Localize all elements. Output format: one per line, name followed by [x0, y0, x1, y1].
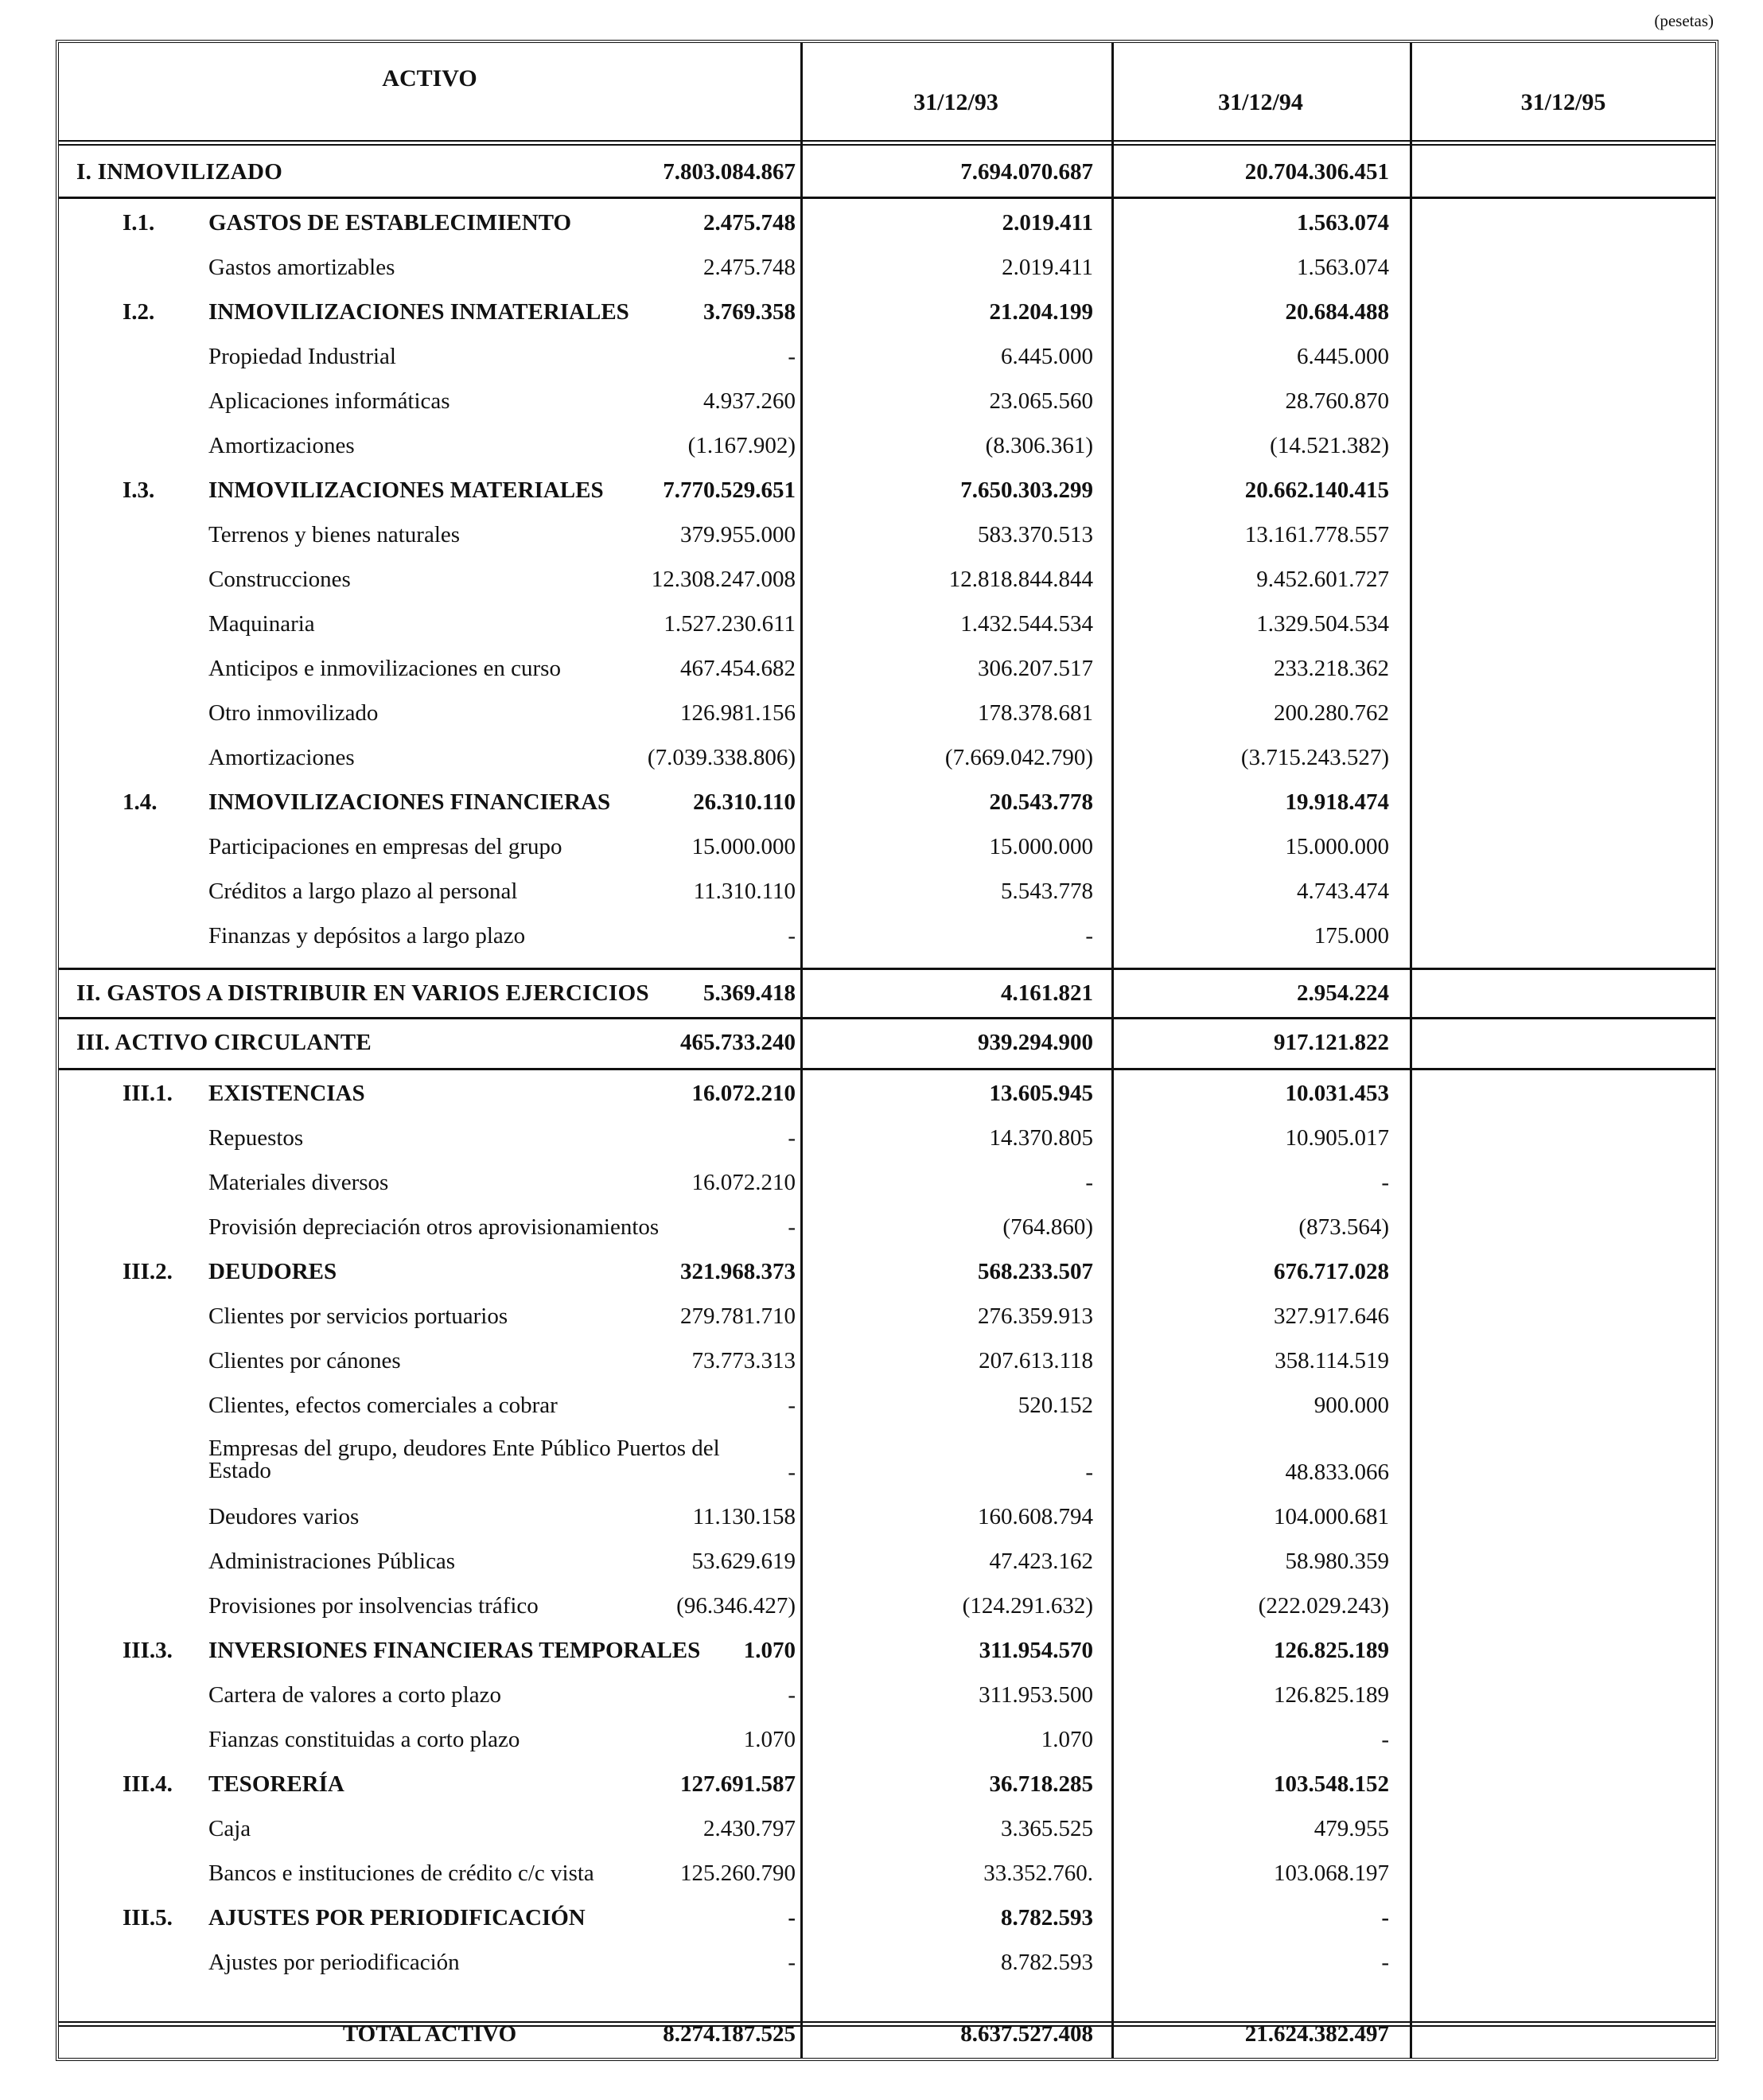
- value-1994: 8.782.593: [1001, 1905, 1093, 1931]
- row-label: Construcciones: [208, 567, 351, 592]
- value-1994: 8.782.593: [1001, 1950, 1093, 1975]
- value-1995: -: [1381, 1905, 1389, 1931]
- table-row-subsection: [59, 290, 1715, 334]
- value-1995: 327.917.646: [1274, 1303, 1389, 1329]
- header-date-1994: 31/12/94: [1218, 89, 1303, 115]
- table-row: [59, 1205, 1715, 1249]
- value-1995: 48.833.066: [1285, 1459, 1389, 1485]
- value-1993: 11.130.158: [692, 1504, 796, 1529]
- row-code: III.3.: [123, 1638, 173, 1663]
- value-1993: 321.968.373: [680, 1259, 796, 1284]
- value-1993: -: [788, 1125, 796, 1151]
- section-rule: [59, 1017, 1715, 1019]
- table-row-gastos-distribuir: [59, 971, 1715, 1015]
- value-1993: 12.308.247.008: [651, 567, 796, 592]
- header-activo: ACTIVO: [382, 65, 477, 92]
- row-label: Finanzas y depósitos a largo plazo: [208, 923, 526, 949]
- value-1995: 358.114.519: [1275, 1348, 1389, 1373]
- value-1995: -: [1381, 1727, 1389, 1752]
- table-row: [59, 557, 1715, 602]
- value-1994: 7.694.070.687: [960, 159, 1093, 185]
- value-1995: (14.521.382): [1270, 433, 1389, 458]
- value-1995: 900.000: [1313, 1393, 1389, 1418]
- header-date-1995: 31/12/95: [1520, 89, 1606, 115]
- value-1993: -: [788, 923, 796, 949]
- row-code: III.4.: [123, 1771, 173, 1797]
- value-1994: 178.378.681: [978, 700, 1093, 726]
- row-label: Otro inmovilizado: [208, 700, 379, 726]
- table-row: [59, 1851, 1715, 1895]
- value-1995: 13.161.778.557: [1244, 522, 1389, 547]
- row-label: II. GASTOS A DISTRIBUIR EN VARIOS EJERCICIOS: [76, 980, 649, 1006]
- row-label: Materiales diversos: [208, 1170, 389, 1195]
- value-1993: 467.454.682: [680, 656, 796, 681]
- value-1994: 520.152: [1018, 1393, 1093, 1418]
- value-1994: 2.019.411: [1002, 210, 1093, 236]
- section-rule: [59, 1068, 1715, 1070]
- section-rule: [59, 197, 1715, 199]
- value-1995: 103.548.152: [1274, 1771, 1389, 1797]
- value-1994: 14.370.805: [989, 1125, 1093, 1151]
- table-row-subsection: [59, 780, 1715, 824]
- value-1993: 73.773.313: [691, 1348, 796, 1373]
- value-1995: 1.563.074: [1297, 255, 1389, 280]
- value-1995: 104.000.681: [1274, 1504, 1389, 1529]
- value-1995: 676.717.028: [1274, 1259, 1389, 1284]
- value-1995: 4.743.474: [1297, 879, 1389, 904]
- value-1994: 47.423.162: [989, 1549, 1093, 1574]
- table-row-inmovilizado: [59, 150, 1715, 194]
- table-row-subsection: [59, 1762, 1715, 1806]
- value-1993: (1.167.902): [687, 433, 796, 458]
- value-1994: 21.204.199: [989, 299, 1093, 325]
- row-label: Provisión depreciación otros aprovisionamientos: [208, 1214, 660, 1240]
- row-label: DEUDORES: [208, 1259, 337, 1284]
- table-row-subsection: [59, 468, 1715, 512]
- value-1995: -: [1381, 1950, 1389, 1975]
- table-row: [59, 423, 1715, 468]
- table-row: [59, 824, 1715, 869]
- row-label: Amortizaciones: [208, 745, 355, 770]
- row-label: TOTAL ACTIVO: [342, 2021, 517, 2047]
- row-label: Administraciones Públicas: [208, 1549, 456, 1574]
- row-code: III.1.: [123, 1081, 173, 1106]
- value-1994: (7.669.042.790): [944, 745, 1093, 770]
- table-row: [59, 1717, 1715, 1762]
- value-1995: 1.563.074: [1297, 210, 1389, 236]
- value-1993: 53.629.619: [691, 1549, 796, 1574]
- value-1995: 6.445.000: [1297, 344, 1389, 369]
- value-1995: 479.955: [1313, 1816, 1389, 1841]
- value-1994: 3.365.525: [1001, 1816, 1093, 1841]
- table-row: [59, 1673, 1715, 1717]
- value-1995: 19.918.474: [1285, 789, 1389, 815]
- row-label: EXISTENCIAS: [208, 1081, 365, 1106]
- value-1994: 311.954.570: [979, 1638, 1093, 1663]
- row-label: AJUSTES POR PERIODIFICACIÓN: [208, 1905, 586, 1931]
- row-code: I.3.: [123, 477, 155, 503]
- table-row: [59, 691, 1715, 735]
- row-label: Propiedad Industrial: [208, 344, 396, 369]
- value-1993: -: [788, 1393, 796, 1418]
- value-1994: 1.070: [1041, 1727, 1093, 1752]
- table-row: [59, 1940, 1715, 1985]
- value-1994: (764.860): [1002, 1214, 1093, 1240]
- table-row-subsection: [59, 201, 1715, 245]
- row-label: Clientes por cánones: [208, 1348, 401, 1373]
- value-1995: 200.280.762: [1274, 700, 1389, 726]
- value-1993: 127.691.587: [680, 1771, 796, 1797]
- value-1993: 15.000.000: [691, 834, 796, 859]
- value-1994: 6.445.000: [1001, 344, 1093, 369]
- value-1995: (222.029.243): [1258, 1593, 1389, 1619]
- row-label: Deudores varios: [208, 1504, 360, 1529]
- table-row: [59, 379, 1715, 423]
- value-1993: 125.260.790: [680, 1860, 796, 1886]
- row-label: INVERSIONES FINANCIERAS TEMPORALES: [208, 1638, 701, 1663]
- value-1993: -: [788, 1950, 796, 1975]
- table-row: [59, 1436, 1715, 1494]
- value-1994: 306.207.517: [978, 656, 1093, 681]
- value-1995: -: [1381, 1170, 1389, 1195]
- value-1994: (8.306.361): [985, 433, 1093, 458]
- table-row: [59, 512, 1715, 557]
- value-1994: 12.818.844.844: [948, 567, 1093, 592]
- value-1994: 23.065.560: [989, 388, 1093, 414]
- value-1994: 20.543.778: [989, 789, 1093, 815]
- value-1993: (96.346.427): [676, 1593, 796, 1619]
- row-label: III. ACTIVO CIRCULANTE: [76, 1030, 372, 1055]
- value-1995: 917.121.822: [1274, 1030, 1389, 1055]
- row-label: GASTOS DE ESTABLECIMIENTO: [208, 210, 572, 236]
- table-row: [59, 1338, 1715, 1383]
- value-1993: 16.072.210: [691, 1170, 796, 1195]
- balance-sheet-table: [56, 40, 1718, 2061]
- value-1993: 7.770.529.651: [663, 477, 796, 503]
- value-1994: 5.543.778: [1001, 879, 1093, 904]
- value-1993: -: [788, 1214, 796, 1240]
- value-1993: 8.274.187.525: [663, 2021, 796, 2047]
- value-1993: 7.803.084.867: [663, 159, 796, 185]
- value-1993: -: [788, 344, 796, 369]
- row-label: Participaciones en empresas del grupo: [208, 834, 562, 859]
- value-1993: 2.475.748: [703, 255, 796, 280]
- table-row: [59, 1116, 1715, 1160]
- row-code: III.2.: [123, 1259, 173, 1284]
- value-1995: 20.662.140.415: [1244, 477, 1389, 503]
- value-1995: 10.031.453: [1285, 1081, 1389, 1106]
- value-1993: 11.310.110: [693, 879, 796, 904]
- value-1995: 175.000: [1313, 923, 1389, 949]
- row-label: Fianzas constituidas a corto plazo: [208, 1727, 520, 1752]
- row-label: Amortizaciones: [208, 433, 355, 458]
- row-code: III.5.: [123, 1905, 173, 1931]
- value-1995: 20.704.306.451: [1244, 159, 1389, 185]
- value-1993: 1.070: [743, 1727, 796, 1752]
- value-1994: 15.000.000: [989, 834, 1093, 859]
- row-label: Empresas del grupo, deudores Ente Público Puertos del Estado: [208, 1436, 720, 1483]
- value-1993: 26.310.110: [693, 789, 796, 815]
- header-rule: [59, 140, 1715, 146]
- value-1995: 10.905.017: [1285, 1125, 1389, 1151]
- row-label: Clientes, efectos comerciales a cobrar: [208, 1393, 558, 1418]
- table-row-total-activo: [59, 2012, 1715, 2056]
- value-1993: 379.955.000: [680, 522, 796, 547]
- value-1994: 36.718.285: [989, 1771, 1093, 1797]
- value-1994: 4.161.821: [1001, 980, 1093, 1006]
- value-1993: -: [788, 1459, 796, 1485]
- value-1994: 33.352.760.: [983, 1860, 1093, 1886]
- row-label: Provisiones por insolvencias tráfico: [208, 1593, 539, 1619]
- table-row: [59, 1806, 1715, 1851]
- value-1995: 15.000.000: [1285, 834, 1389, 859]
- table-row: [59, 334, 1715, 379]
- value-1994: 939.294.900: [978, 1030, 1093, 1055]
- row-label: Caja: [208, 1816, 251, 1841]
- value-1993: 126.981.156: [680, 700, 796, 726]
- row-label: Ajustes por periodificación: [208, 1950, 460, 1975]
- value-1993: 4.937.260: [703, 388, 796, 414]
- value-1994: 311.953.500: [979, 1682, 1093, 1708]
- table-row-subsection: [59, 1249, 1715, 1294]
- row-label: TESORERÍA: [208, 1771, 344, 1797]
- table-row: [59, 602, 1715, 646]
- table-row: [59, 1584, 1715, 1628]
- value-1993: 3.769.358: [703, 299, 796, 325]
- table-row: [59, 1539, 1715, 1584]
- value-1993: 2.475.748: [703, 210, 796, 236]
- table-row: [59, 1160, 1715, 1205]
- row-label: Aplicaciones informáticas: [208, 388, 450, 414]
- row-label: Bancos e instituciones de crédito c/c vista: [208, 1860, 594, 1886]
- row-label: Clientes por servicios portuarios: [208, 1303, 508, 1329]
- value-1993: -: [788, 1905, 796, 1931]
- table-row-subsection: [59, 1628, 1715, 1673]
- value-1995: 126.825.189: [1274, 1638, 1389, 1663]
- value-1995: 2.954.224: [1297, 980, 1389, 1006]
- row-label: Créditos a largo plazo al personal: [208, 879, 518, 904]
- value-1994: -: [1085, 923, 1093, 949]
- row-label: I. INMOVILIZADO: [76, 159, 283, 185]
- row-code: I.2.: [123, 299, 155, 325]
- value-1995: 21.624.382.497: [1244, 2021, 1389, 2047]
- value-1993: 465.733.240: [680, 1030, 796, 1055]
- value-1994: 7.650.303.299: [960, 477, 1093, 503]
- value-1995: (873.564): [1298, 1214, 1389, 1240]
- table-row: [59, 245, 1715, 290]
- value-1994: 160.608.794: [978, 1504, 1093, 1529]
- value-1995: 233.218.362: [1274, 656, 1389, 681]
- value-1994: -: [1085, 1459, 1093, 1485]
- value-1995: 103.068.197: [1274, 1860, 1389, 1886]
- table-row: [59, 1383, 1715, 1428]
- unit-note: (pesetas): [1654, 11, 1714, 30]
- value-1993: 2.430.797: [703, 1816, 796, 1841]
- row-code: 1.4.: [123, 789, 158, 815]
- table-row-activo-circulante: [59, 1020, 1715, 1065]
- table-row-subsection: [59, 1895, 1715, 1940]
- value-1995: 1.329.504.534: [1256, 611, 1389, 637]
- value-1995: (3.715.243.527): [1240, 745, 1389, 770]
- value-1995: 9.452.601.727: [1256, 567, 1389, 592]
- value-1994: 207.613.118: [979, 1348, 1093, 1373]
- value-1994: -: [1085, 1170, 1093, 1195]
- row-code: I.1.: [123, 210, 155, 236]
- value-1994: 13.605.945: [989, 1081, 1093, 1106]
- value-1995: 58.980.359: [1285, 1549, 1389, 1574]
- section-rule: [59, 968, 1715, 970]
- value-1994: 276.359.913: [978, 1303, 1093, 1329]
- row-label: Terrenos y bienes naturales: [208, 522, 461, 547]
- value-1993: 5.369.418: [703, 980, 796, 1006]
- table-row: [59, 646, 1715, 691]
- row-label: Gastos amortizables: [208, 255, 395, 280]
- table-row: [59, 735, 1715, 780]
- value-1995: 126.825.189: [1274, 1682, 1389, 1708]
- value-1993: 1.527.230.611: [664, 611, 796, 637]
- table-row-subsection: [59, 1071, 1715, 1116]
- row-label: Maquinaria: [208, 611, 315, 637]
- value-1993: -: [788, 1682, 796, 1708]
- value-1994: 583.370.513: [978, 522, 1093, 547]
- table-row: [59, 1494, 1715, 1539]
- row-label: Anticipos e inmovilizaciones en curso: [208, 656, 561, 681]
- value-1994: 8.637.527.408: [960, 2021, 1093, 2047]
- value-1995: 28.760.870: [1285, 388, 1389, 414]
- value-1994: 568.233.507: [978, 1259, 1093, 1284]
- table-row: [59, 1294, 1715, 1338]
- table-row: [59, 869, 1715, 914]
- value-1994: 1.432.544.534: [960, 611, 1093, 637]
- value-1993: 279.781.710: [680, 1303, 796, 1329]
- row-label: INMOVILIZACIONES INMATERIALES: [208, 299, 629, 325]
- value-1994: 2.019.411: [1002, 255, 1093, 280]
- value-1993: 16.072.210: [691, 1081, 796, 1106]
- value-1993: 1.070: [743, 1638, 796, 1663]
- table-row: [59, 914, 1715, 958]
- row-label: Cartera de valores a corto plazo: [208, 1682, 501, 1708]
- value-1994: (124.291.632): [962, 1593, 1093, 1619]
- value-1993: (7.039.338.806): [647, 745, 796, 770]
- row-label: INMOVILIZACIONES MATERIALES: [208, 477, 604, 503]
- row-label: INMOVILIZACIONES FINANCIERAS: [208, 789, 611, 815]
- header-date-1993: 31/12/93: [913, 89, 998, 115]
- value-1995: 20.684.488: [1285, 299, 1389, 325]
- row-label: Repuestos: [208, 1125, 304, 1151]
